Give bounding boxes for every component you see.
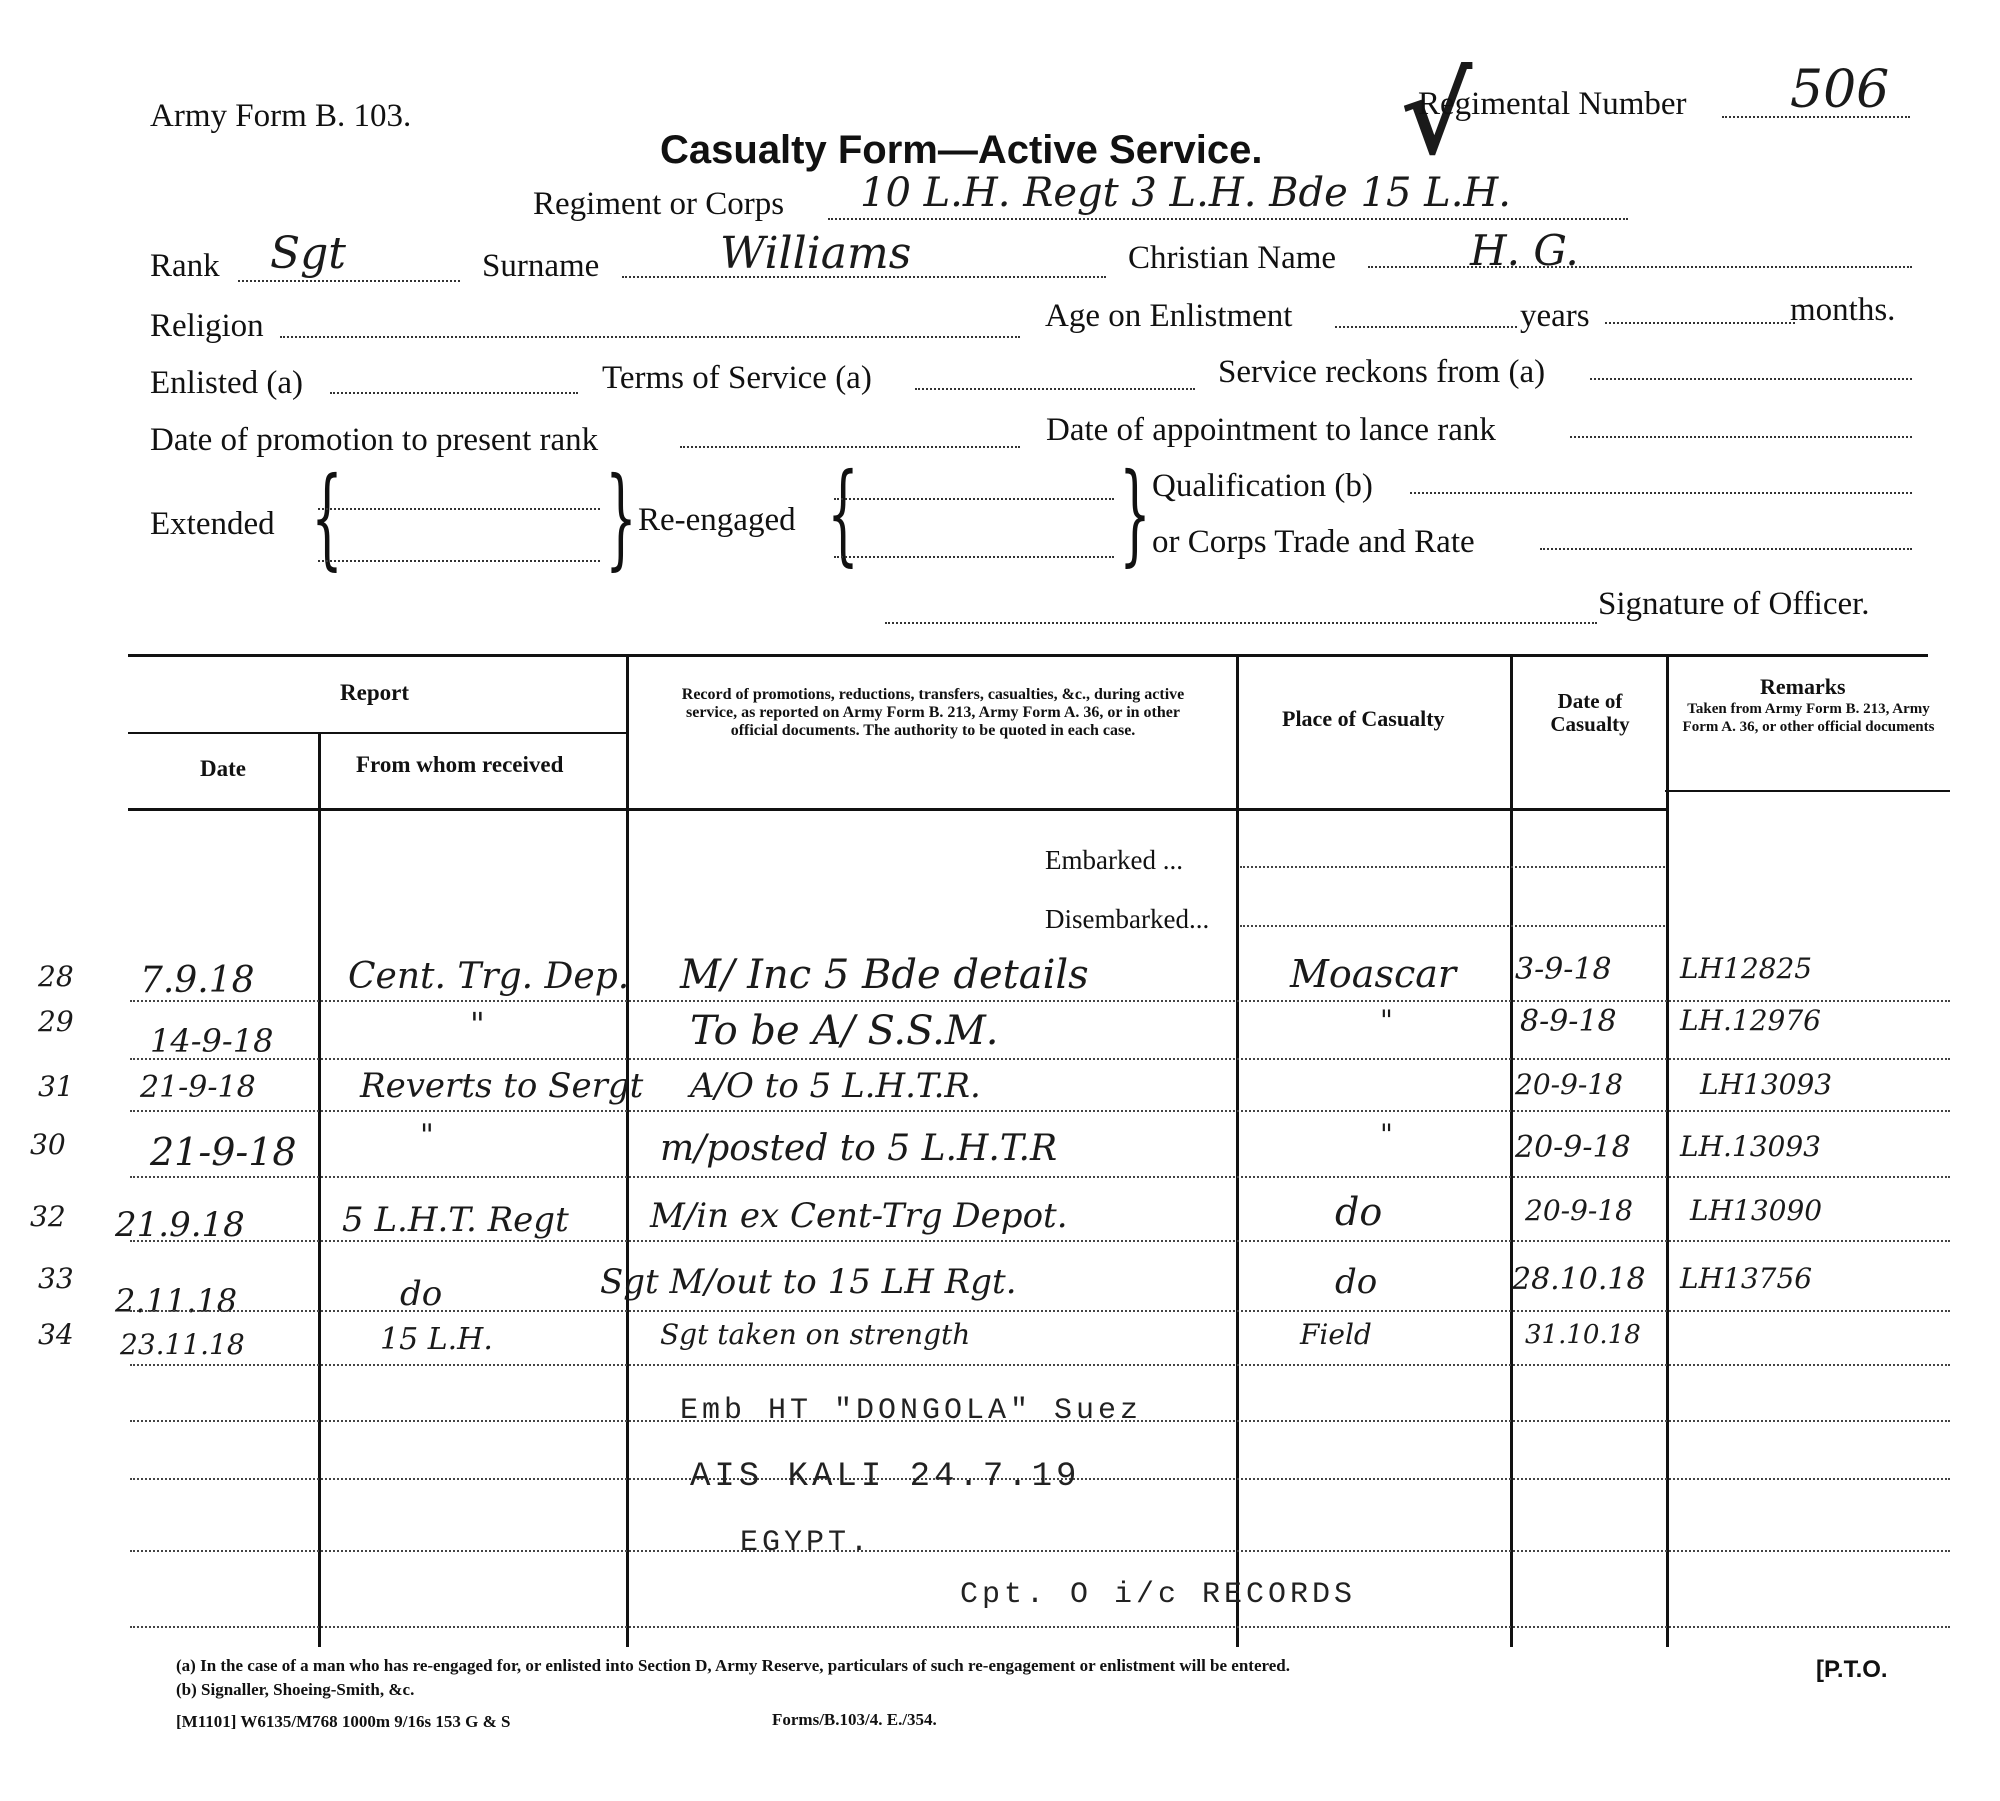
row-casualty-date[interactable]: 3-9-18 [1515,952,1612,987]
regiment-label: Regiment or Corps [533,186,785,222]
print-code: [M1101] W6135/M768 1000m 9/16s 153 G & S [176,1712,511,1731]
row-place[interactable]: Field [1300,1318,1372,1351]
row-record[interactable]: Sgt taken on strength [660,1318,971,1351]
army-form-number: Army Form B. 103. [150,98,412,134]
regimental-number-value[interactable]: 506 [1790,60,1890,120]
disembarkation-stamp-line-2: AIS KALI 24.7.19 [690,1458,1081,1496]
form-title: Casualty Form—Active Service. [660,128,1263,172]
row-record[interactable]: To be A/ S.S.M. [690,1008,999,1054]
row-remarks[interactable]: LH12825 [1680,952,1813,985]
rank-value[interactable]: Sgt [270,228,346,279]
row-from[interactable]: Cent. Trg. Dep. [348,956,630,997]
row-record[interactable]: m/posted to 5 L.H.T.R [660,1128,1058,1169]
place-of-casualty-header: Place of Casualty [1282,706,1445,731]
date-header: Date [200,756,246,781]
service-reckons-label: Service reckons from (a) [1218,354,1546,390]
row-date[interactable]: 2.11.18 [115,1282,238,1320]
date-of-casualty-header: Date of Casualty [1550,689,1630,736]
record-header: Record of promotions, reductions, transfers, casualties, &c., during active service, as reported on Army Form B. 213, Army Form A. 36, or in other official documents. The authority to be quoted in each case. [681,686,1185,739]
row-margin-number: 30 [30,1128,66,1161]
row-margin-number: 29 [38,1005,74,1038]
row-remarks[interactable]: LH13756 [1680,1262,1813,1295]
row-place[interactable]: " [1380,1004,1393,1037]
row-casualty-date[interactable]: 20-9-18 [1515,1068,1623,1101]
row-record[interactable]: Sgt M/out to 15 LH Rgt. [600,1262,1017,1302]
disembarked-label: Disembarked... [1045,904,1210,934]
row-margin-number: 33 [38,1262,74,1295]
row-margin-number: 34 [38,1318,74,1351]
row-from[interactable]: Reverts to Sergt [360,1066,644,1106]
row-date[interactable]: 21-9-18 [140,1070,256,1105]
embarked-label: Embarked ... [1045,845,1183,875]
disembarkation-stamp-line-1: Emb HT "DONGOLA" Suez [680,1394,1143,1428]
row-remarks[interactable]: LH.13093 [1680,1130,1821,1163]
pto-marker: [P.T.O. [1816,1656,1888,1683]
row-remarks[interactable]: LH.12976 [1680,1004,1821,1037]
row-date[interactable]: 21.9.18 [115,1205,245,1245]
row-margin-number: 31 [38,1070,74,1103]
row-date[interactable]: 7.9.18 [140,960,255,1001]
surname-value[interactable]: Williams [720,228,912,279]
signature-of-officer-label: Signature of Officer. [1598,586,1870,622]
row-casualty-date[interactable]: 20-9-18 [1525,1194,1633,1227]
disembarkation-stamp-line-4: Cpt. O i/c RECORDS [960,1578,1357,1612]
row-margin-number: 28 [38,960,74,993]
row-from[interactable]: " [420,1118,434,1153]
row-from[interactable]: 15 L.H. [380,1322,493,1357]
lance-rank-label: Date of appointment to lance rank [1046,412,1496,448]
regimental-number-label: Regimental Number [1418,86,1687,122]
row-from[interactable]: " [470,1005,485,1043]
extended-label: Extended [150,506,275,542]
check-mark: √ [1400,50,1473,179]
months-label: months. [1790,292,1896,328]
row-from[interactable]: 5 L.H.T. Regt [342,1200,569,1240]
forms-code: Forms/B.103/4. E./354. [772,1710,937,1729]
footnote-a: (a) In the case of a man who has re-engaged for, or enlisted into Section D, Army Reserve, particulars of such re-engagement or enlistment will be entered. [176,1656,1290,1675]
row-record[interactable]: M/in ex Cent-Trg Depot. [650,1196,1068,1236]
row-casualty-date[interactable]: 8-9-18 [1520,1004,1617,1039]
row-place[interactable]: do [1335,1262,1378,1302]
row-date[interactable]: 21-9-18 [150,1130,297,1174]
years-label: years [1520,298,1590,334]
row-date[interactable]: 14-9-18 [150,1022,274,1060]
christian-name-label: Christian Name [1128,240,1337,276]
row-casualty-date[interactable]: 20-9-18 [1515,1130,1631,1165]
surname-label: Surname [482,248,600,284]
row-remarks[interactable]: LH13093 [1700,1068,1833,1101]
qualification-label: Qualification (b) [1152,468,1373,504]
remarks-subheader: Taken from Army Form B. 213, Army Form A. 36, or other official documents [1682,701,1935,735]
disembarkation-stamp-line-3: EGYPT. [740,1526,873,1560]
row-date[interactable]: 23.11.18 [120,1328,245,1361]
row-margin-number: 32 [30,1200,66,1233]
age-label: Age on Enlistment [1045,298,1293,334]
row-place[interactable]: Moascar [1290,952,1457,996]
row-from[interactable]: do [400,1274,443,1314]
terms-of-service-label: Terms of Service (a) [602,360,872,396]
footnote-b: (b) Signaller, Shoeing-Smith, &c. [176,1680,415,1699]
enlisted-label: Enlisted (a) [150,365,304,401]
regiment-value[interactable]: 10 L.H. Regt 3 L.H. Bde 15 L.H. [860,170,1512,216]
from-whom-header: From whom received [356,752,564,777]
row-casualty-date[interactable]: 28.10.18 [1512,1262,1646,1297]
rank-label: Rank [150,248,220,284]
row-remarks[interactable]: LH13090 [1690,1194,1823,1227]
reengaged-label: Re-engaged [638,502,796,538]
report-header: Report [340,680,409,705]
row-casualty-date[interactable]: 31.10.18 [1525,1320,1641,1350]
row-place[interactable]: " [1380,1118,1393,1151]
remarks-header: Remarks [1760,674,1846,699]
promotion-date-label: Date of promotion to present rank [150,422,599,458]
corps-trade-label: or Corps Trade and Rate [1152,524,1475,560]
religion-label: Religion [150,308,264,344]
row-record[interactable]: A/O to 5 L.H.T.R. [690,1066,981,1106]
christian-name-value[interactable]: H. G. [1470,226,1579,275]
row-record[interactable]: M/ Inc 5 Bde details [680,952,1089,998]
row-place[interactable]: do [1335,1190,1383,1234]
